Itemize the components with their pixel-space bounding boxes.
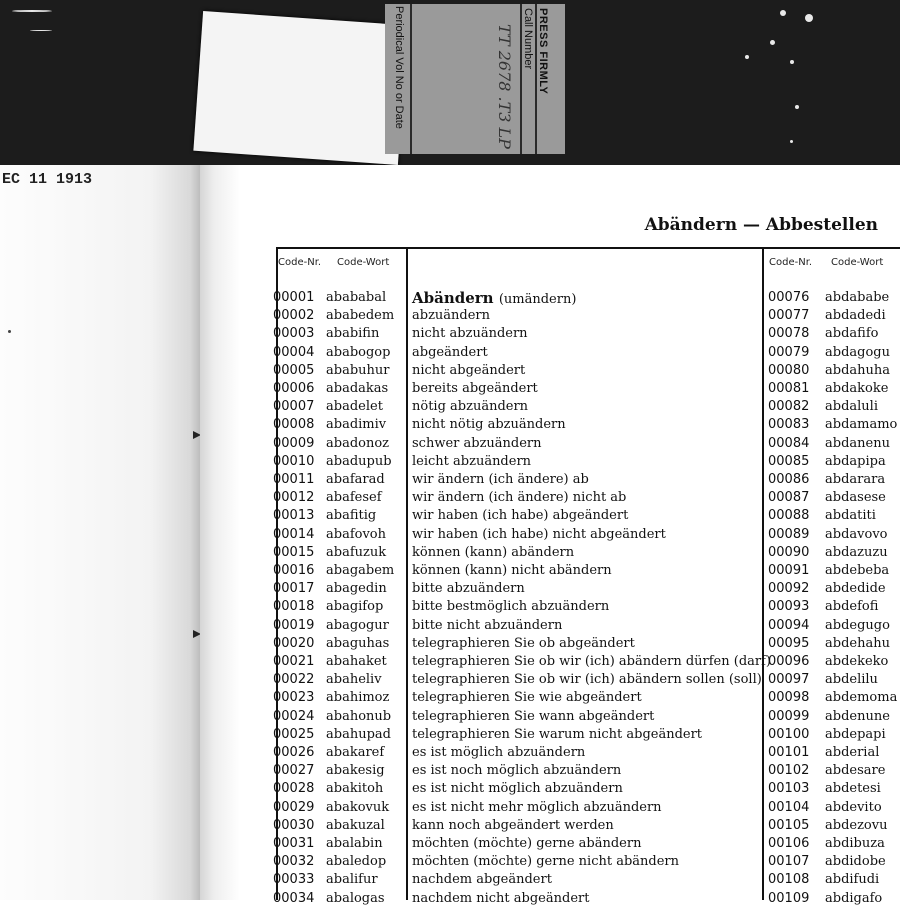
meaning-text: abzuändern (412, 308, 491, 324)
code-nr-right: 00080 (768, 362, 810, 378)
meaning-text: nachdem nicht abgeändert (412, 890, 590, 906)
meaning (412, 344, 488, 362)
code-nr: 00015 (273, 544, 315, 560)
meaning (412, 617, 562, 635)
code-nr: 00028 (273, 781, 315, 797)
code-wort-right: abdebeba (825, 563, 890, 578)
code-wort-right: abdifudi (825, 872, 880, 888)
meaning (412, 325, 528, 343)
code-nr: 00017 (273, 581, 315, 597)
meaning (412, 562, 612, 580)
meaning (412, 762, 621, 780)
meaning (412, 671, 762, 689)
code-nr-right: 00090 (768, 544, 810, 560)
code-nr-right: 00081 (768, 381, 810, 396)
meaning (412, 289, 576, 309)
meaning-text: telegraphieren Sie ob wir (ich) abändern dürfen (darf) (412, 654, 771, 669)
table-row (200, 380, 900, 398)
meaning-text: bitte abzuändern (412, 581, 525, 597)
code-wort: abadakas (326, 381, 389, 396)
code-nr: 00023 (273, 690, 315, 706)
table-row (200, 325, 900, 343)
meaning-text: möchten (möchte) gerne abändern (412, 836, 642, 851)
code-nr-right: 00092 (768, 581, 810, 597)
code-wort-right: abdedide (825, 581, 886, 597)
code-nr: 00008 (273, 417, 315, 433)
code-nr: 00014 (273, 526, 315, 542)
meaning-text: telegraphieren Sie ob abgeändert (412, 635, 635, 651)
code-wort: ababuhur (326, 362, 390, 378)
table-row (200, 416, 900, 434)
meaning-text: telegraphieren Sie warum nicht abgeändert (412, 726, 703, 742)
meaning (412, 817, 614, 835)
code-nr-right: 00079 (768, 344, 810, 360)
code-nr-right: 00106 (768, 836, 810, 851)
meaning (412, 489, 626, 507)
handwritten-call-number: TT 2678 .T3 LP (495, 24, 514, 149)
code-wort-right: abdafifo (825, 326, 879, 342)
code-nr-right: 00101 (768, 745, 810, 760)
code-wort-right: abdanenu (825, 435, 890, 451)
call-number-label: Call Number (522, 8, 534, 70)
code-nr-right: 00095 (768, 635, 810, 651)
meaning-text: telegraphieren Sie wie abgeändert (412, 690, 642, 706)
table-row (200, 598, 900, 616)
meaning-text: nötig abzuändern (412, 399, 529, 415)
code-nr: 00025 (273, 726, 315, 742)
table-row (200, 362, 900, 380)
meaning (412, 689, 642, 707)
meaning (412, 726, 702, 744)
code-nr: 00010 (273, 453, 315, 469)
code-wort-right: abdenune (825, 708, 890, 724)
left-page (0, 165, 200, 900)
code-wort-right: abdamamo (825, 417, 898, 433)
code-wort: abakuzal (326, 817, 385, 833)
table-row (200, 289, 900, 307)
meaning (412, 835, 641, 853)
col-header-code-wort-right: Code-Wort (831, 257, 884, 268)
code-wort: abakitoh (326, 781, 384, 797)
table-row (200, 708, 900, 726)
meaning-text: bereits abgeändert (412, 381, 538, 396)
table-row (200, 435, 900, 453)
code-nr: 00012 (273, 490, 315, 506)
code-wort: abagogur (326, 617, 389, 633)
book-spine-photo (0, 0, 900, 165)
dictionary-page (200, 165, 900, 906)
code-nr: 00009 (273, 435, 315, 451)
meaning (412, 471, 589, 489)
code-wort-right: abdakoke (825, 381, 889, 396)
code-wort-right: abdevito (825, 799, 882, 815)
table-row (200, 398, 900, 416)
meaning (412, 380, 538, 398)
code-wort: abagifop (326, 599, 384, 615)
table-row (200, 344, 900, 362)
table-row (200, 871, 900, 889)
code-nr-right: 00104 (768, 799, 810, 815)
code-wort: abalifur (326, 872, 378, 888)
code-nr-right: 00087 (768, 490, 810, 506)
code-nr: 00011 (273, 472, 315, 487)
code-nr-right: 00085 (768, 453, 810, 469)
meaning (412, 544, 574, 562)
meaning (412, 799, 662, 817)
meaning-text: wir haben (ich habe) abgeändert (412, 508, 629, 524)
code-nr-right: 00109 (768, 890, 810, 906)
code-wort: abadupub (326, 453, 392, 469)
code-wort: abafesef (326, 490, 382, 506)
code-nr: 00006 (273, 381, 315, 396)
meaning-text: telegraphieren Sie wann abgeändert (412, 708, 655, 724)
meaning-text: nicht abgeändert (412, 362, 526, 378)
code-nr-right: 00078 (768, 326, 810, 342)
meaning (412, 416, 566, 434)
meaning (412, 653, 771, 671)
code-nr: 00005 (273, 362, 315, 378)
code-wort: abafuzuk (326, 544, 387, 560)
code-nr: 00013 (273, 508, 315, 524)
code-wort: abafarad (326, 472, 385, 487)
code-wort: abalogas (326, 890, 385, 906)
meaning-text: möchten (möchte) gerne nicht abändern (412, 854, 679, 870)
code-wort: abaledop (326, 854, 387, 870)
code-wort: abadimiv (326, 417, 387, 433)
code-wort-right: abdasese (825, 490, 886, 506)
code-nr-right: 00096 (768, 654, 810, 669)
code-nr: 00003 (273, 326, 315, 342)
meaning (412, 853, 679, 871)
periodical-label: Periodical Vol No or Date (393, 6, 405, 129)
code-wort-right: abdelilu (825, 672, 878, 688)
meaning-text: es ist nicht mehr möglich abzuändern (412, 799, 662, 815)
code-nr-right: 00102 (768, 763, 810, 779)
meaning-text: können (kann) abändern (412, 544, 575, 560)
code-nr-right: 00091 (768, 563, 810, 578)
meaning (412, 398, 528, 416)
meaning-text: es ist möglich abzuändern (412, 745, 586, 760)
table-row (200, 744, 900, 762)
code-wort: abababal (326, 290, 387, 305)
code-wort-right: abdefofi (825, 599, 879, 615)
code-wort: abagabem (326, 563, 395, 578)
meaning-text: nachdem abgeändert (412, 872, 552, 888)
code-wort-right: abdadedi (825, 308, 886, 324)
code-wort-right: abdaluli (825, 399, 878, 415)
page-heading: Abändern — Abbestellen (644, 215, 878, 235)
meaning (412, 526, 666, 544)
meaning-text: es ist noch möglich abzuändern (412, 763, 622, 779)
meaning-text: kann noch abgeändert werden (412, 817, 614, 833)
meaning-text: wir haben (ich habe) nicht abgeändert (412, 526, 666, 542)
meaning (412, 362, 525, 380)
meaning (412, 598, 609, 616)
col-header-code-wort: Code-Wort (337, 257, 390, 268)
meaning-text: abgeändert (412, 344, 488, 360)
code-wort-right: abdegugo (825, 617, 890, 633)
code-wort-right: abdapipa (825, 453, 886, 469)
code-nr-right: 00100 (768, 726, 810, 742)
code-wort: abakovuk (326, 799, 390, 815)
table-row (200, 726, 900, 744)
code-nr-right: 00097 (768, 672, 810, 688)
table-row (200, 853, 900, 871)
code-nr-right: 00086 (768, 472, 810, 487)
date-stamp: EC 11 1913 (2, 171, 93, 188)
code-nr: 00034 (273, 890, 315, 906)
code-nr-right: 00077 (768, 308, 810, 324)
col-header-code-nr: Code-Nr. (278, 257, 322, 268)
code-nr-right: 00083 (768, 417, 810, 433)
code-wort: abafitig (326, 508, 377, 524)
code-nr-right: 00084 (768, 435, 810, 451)
code-nr: 00001 (273, 290, 315, 305)
code-wort: abaguhas (326, 635, 390, 651)
code-nr: 00033 (273, 872, 315, 888)
header-rule (276, 247, 900, 249)
code-wort-right: abdepapi (825, 726, 886, 742)
code-nr: 00016 (273, 563, 315, 578)
meaning-text: bitte nicht abzuändern (412, 617, 563, 633)
meaning (412, 708, 654, 726)
code-nr: 00031 (273, 836, 315, 851)
table-row (200, 562, 900, 580)
table-row (200, 671, 900, 689)
code-wort-right: abdababe (825, 290, 890, 305)
code-wort-right: abdekeko (825, 654, 889, 669)
code-nr-right: 00076 (768, 290, 810, 305)
code-wort: abahupad (326, 726, 391, 742)
table-row (200, 890, 900, 908)
code-nr: 00018 (273, 599, 315, 615)
code-nr: 00024 (273, 708, 315, 724)
meaning-text: wir ändern (ich ändere) ab (412, 472, 589, 487)
code-wort: abahimoz (326, 690, 390, 706)
code-wort: ababedem (326, 308, 395, 324)
code-nr-right: 00107 (768, 854, 810, 870)
table-row (200, 617, 900, 635)
code-nr: 00007 (273, 399, 315, 415)
code-nr: 00020 (273, 635, 315, 651)
code-wort: abahonub (326, 708, 392, 724)
code-nr-right: 00089 (768, 526, 810, 542)
code-wort-right: abdehahu (825, 635, 890, 651)
meaning (412, 507, 628, 525)
code-wort-right: abdetesi (825, 781, 881, 797)
table-row (200, 507, 900, 525)
table-row (200, 799, 900, 817)
meaning (412, 635, 635, 653)
table-row (200, 689, 900, 707)
table-row (200, 544, 900, 562)
code-nr-right: 00108 (768, 872, 810, 888)
code-wort: abahaket (326, 654, 387, 669)
paper-slip (193, 11, 407, 165)
table-row (200, 835, 900, 853)
table-row (200, 307, 900, 325)
code-wort-right: abdatiti (825, 508, 876, 524)
meaning-text: es ist nicht möglich abzuändern (412, 781, 623, 797)
table-row (200, 780, 900, 798)
code-wort: abakesig (326, 763, 385, 779)
code-nr-right: 00103 (768, 781, 810, 797)
col-header-code-nr-right: Code-Nr. (769, 257, 813, 268)
code-wort-right: abdezovu (825, 817, 888, 833)
table-row (200, 453, 900, 471)
table-row (200, 471, 900, 489)
code-nr: 00032 (273, 854, 315, 870)
code-wort-right: abdavovo (825, 526, 888, 542)
code-wort: abadelet (326, 399, 383, 415)
meaning-text: Abändern (412, 289, 494, 307)
table-row (200, 526, 900, 544)
code-nr-right: 00093 (768, 599, 810, 615)
code-wort-right: abdagogu (825, 344, 890, 360)
code-nr: 00030 (273, 817, 315, 833)
code-nr: 00022 (273, 672, 315, 688)
code-nr: 00026 (273, 745, 315, 760)
meaning (412, 871, 552, 889)
code-wort-right: abdibuza (825, 836, 885, 851)
meaning (412, 890, 589, 908)
meaning-text: nicht abzuändern (412, 326, 528, 342)
code-wort-right: abderial (825, 745, 880, 760)
meaning-text: leicht abzuändern (412, 453, 532, 469)
meaning (412, 744, 585, 762)
table-row (200, 580, 900, 598)
code-wort: abadonoz (326, 435, 390, 451)
code-wort: ababogop (326, 344, 391, 360)
code-nr: 00021 (273, 654, 315, 669)
code-wort: abalabin (326, 836, 383, 851)
meaning-note: (umändern) (498, 292, 577, 307)
meaning-text: nicht nötig abzuändern (412, 417, 566, 433)
code-nr: 00019 (273, 617, 315, 633)
code-nr-right: 00098 (768, 690, 810, 706)
code-wort: abaheliv (326, 672, 382, 688)
meaning (412, 453, 531, 471)
table-row (200, 653, 900, 671)
code-wort-right: abdemoma (825, 690, 898, 706)
code-nr-right: 00082 (768, 399, 810, 415)
meaning-text: schwer abzuändern (412, 435, 542, 451)
code-nr: 00004 (273, 344, 315, 360)
code-wort: abafovoh (326, 526, 387, 542)
meaning (412, 307, 490, 325)
meaning (412, 780, 623, 798)
meaning (412, 435, 542, 453)
code-nr: 00027 (273, 763, 315, 779)
code-wort: abagedin (326, 581, 387, 597)
meaning-text: können (kann) nicht abändern (412, 563, 612, 578)
meaning-text: telegraphieren Sie ob wir (ich) abändern sollen (soll) (412, 672, 762, 688)
code-nr: 00029 (273, 799, 315, 815)
meaning-text: wir ändern (ich ändere) nicht ab (412, 490, 627, 506)
table-row (200, 635, 900, 653)
meaning-text: bitte bestmöglich abzuändern (412, 599, 610, 615)
table-row (200, 489, 900, 507)
table-row (200, 762, 900, 780)
code-wort-right: abdigafo (825, 890, 883, 906)
code-nr-right: 00105 (768, 817, 810, 833)
code-nr-right: 00099 (768, 708, 810, 724)
code-wort-right: abdahuha (825, 362, 891, 378)
code-wort-right: abdidobe (825, 854, 886, 870)
code-wort-right: abdarara (825, 472, 886, 487)
press-firmly-label: PRESS FIRMLY (537, 8, 549, 95)
code-nr-right: 00088 (768, 508, 810, 524)
code-wort-right: abdazuzu (825, 544, 888, 560)
code-wort: ababifin (326, 326, 380, 342)
meaning (412, 580, 525, 598)
code-nr-right: 00094 (768, 617, 810, 633)
table-row (200, 817, 900, 835)
call-number-label-card (385, 4, 565, 154)
code-wort-right: abdesare (825, 763, 886, 779)
code-nr: 00002 (273, 308, 315, 324)
code-wort: abakaref (326, 745, 385, 760)
